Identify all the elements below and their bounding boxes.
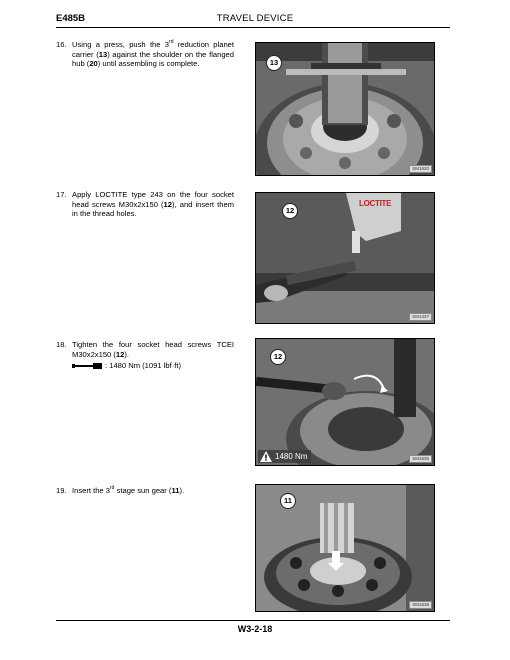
planet-carrier-image	[256, 43, 434, 175]
image-code: SM1638	[409, 601, 432, 609]
image-code: SM1337	[409, 313, 432, 321]
callout-12: 12	[270, 349, 286, 365]
photo-planet-carrier	[255, 42, 435, 176]
step-text: Apply LOCTITE type 243 on the four socket head screws M30x2x150 (12), and insert them in the thread holes.	[72, 190, 234, 219]
image-code: SM1636	[409, 455, 432, 463]
torque-wrench-icon	[72, 362, 102, 370]
step-number: 19.	[56, 486, 67, 495]
bottle-label: LOCTITE	[359, 199, 392, 208]
header-title: TRAVEL DEVICE	[216, 13, 294, 24]
image-code: SM1620	[409, 165, 432, 173]
step-number: 16.	[56, 40, 67, 49]
warning-icon	[260, 451, 272, 462]
warning-text: 1480 Nm	[275, 452, 308, 461]
header-rule	[56, 27, 450, 28]
photo-tighten-screws	[255, 338, 435, 466]
step-number: 17.	[56, 190, 67, 199]
callout-11: 11	[280, 493, 296, 509]
page-number: W3-2-18	[237, 624, 273, 634]
step-number: 18.	[56, 340, 67, 349]
footer-rule	[56, 620, 450, 621]
step-17	[56, 190, 234, 219]
step-16	[56, 40, 234, 69]
header-model: E485B	[56, 13, 86, 24]
torque-warning	[258, 450, 311, 463]
photo-sun-gear	[255, 484, 435, 612]
torque-value: : 1480 Nm (1091 lbf·ft)	[105, 361, 181, 370]
step-19	[56, 486, 234, 496]
callout-13: 13	[266, 55, 282, 71]
step-18	[56, 340, 234, 359]
step-text: Using a press, push the 3rd reduction planet carrier (13) against the shoulder on the flanged hub (20) until assembling is complete.	[72, 39, 235, 69]
step-text: Insert the 3rd stage sun gear (11).	[72, 485, 185, 495]
photo-loctite-application	[255, 192, 435, 324]
callout-12: 12	[282, 203, 298, 219]
torque-spec	[72, 361, 181, 370]
step-text: Tighten the four socket head screws TCEI M30x2x150 (12).	[72, 340, 234, 359]
